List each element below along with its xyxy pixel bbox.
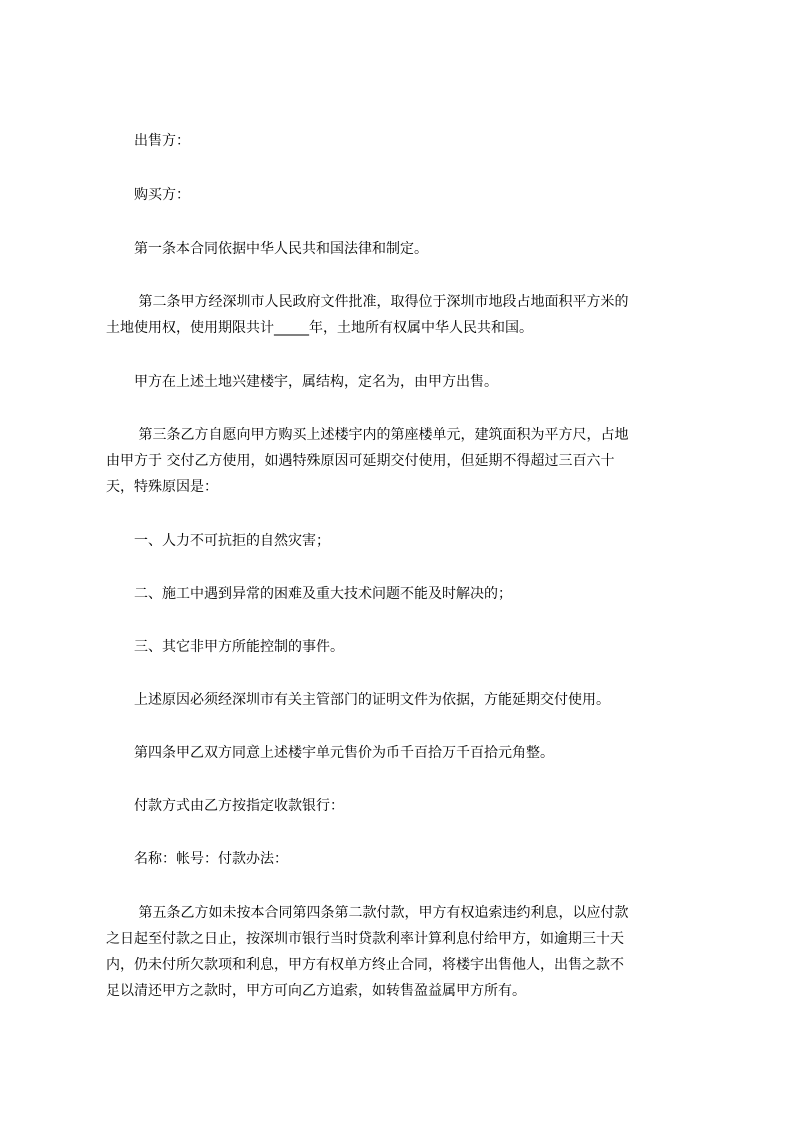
text-line: 上述原因必须经深圳市有关主管部门的证明文件为依据，方能延期交付使用。 [106, 692, 610, 708]
text-line: 名称：帐号：付款办法： [106, 851, 288, 867]
text-line: 出售方： [106, 133, 190, 149]
text-line: 购买方： [106, 187, 190, 203]
paragraph-building [106, 369, 696, 395]
text-line: 第五条乙方如未按本合同第四条第二款付款，甲方有权追索违约利息，以应付款 [106, 905, 629, 921]
text-line: 第三条乙方自愿向甲方购买上述楼宇内的第座楼单元，建筑面积为平方尺，占地 [106, 427, 629, 443]
paragraph-article-1 [106, 236, 696, 262]
text-line: 之日起至付款之日止，按深圳市银行当时贷款利率计算利息付给甲方，如逾期三十天 [106, 931, 624, 947]
text-line: 天，特殊原因是： [106, 479, 218, 495]
text-line: 甲方在上述土地兴建楼宇，属结构，定名为，由甲方出售。 [106, 374, 498, 390]
text-line: 二、施工中遇到异常的困难及重大技术问题不能及时解决的； [106, 586, 512, 602]
paragraph-payment-method [106, 793, 696, 819]
paragraph-reason-2 [106, 581, 696, 607]
text-line: 第四条甲乙双方同意上述楼宇单元售价为币千百拾万千百拾元角整。 [106, 745, 554, 761]
paragraph-article-4 [106, 740, 696, 766]
text-line: 三、其它非甲方所能控制的事件。 [106, 639, 344, 655]
paragraph-buyer [106, 182, 696, 208]
paragraph-article-3 [106, 422, 696, 500]
paragraph-reason-1 [106, 528, 696, 554]
paragraph-proof [106, 687, 696, 713]
text-line: 第一条本合同依据中华人民共和国法律和制定。 [106, 241, 428, 257]
text-line: 内，仍未付所欠款项和利息，甲方有权单方终止合同，将楼宇出售他人，出售之款不 [106, 957, 624, 973]
paragraph-seller [106, 128, 696, 154]
text-line: 第二条甲方经深圳市人民政府文件批准，取得位于深圳市地段占地面积平方米的 [106, 294, 629, 310]
text-line: 由甲方于 交付乙方使用，如遇特殊原因可延期交付使用，但延期不得超过三百六十 [106, 453, 615, 469]
paragraph-reason-3 [106, 634, 696, 660]
paragraph-article-5 [106, 900, 696, 1004]
paragraph-article-2 [106, 289, 696, 341]
text-line: 一、人力不可抗拒的自然灾害； [106, 533, 330, 549]
paragraph-account [106, 846, 696, 872]
text-line: 土地使用权，使用期限共计_____年，土地所有权属中华人民共和国。 [106, 320, 533, 336]
text-line: 足以清还甲方之款时，甲方可向乙方追索，如转售盈益属甲方所有。 [106, 983, 526, 999]
text-line: 付款方式由乙方按指定收款银行： [106, 798, 344, 814]
